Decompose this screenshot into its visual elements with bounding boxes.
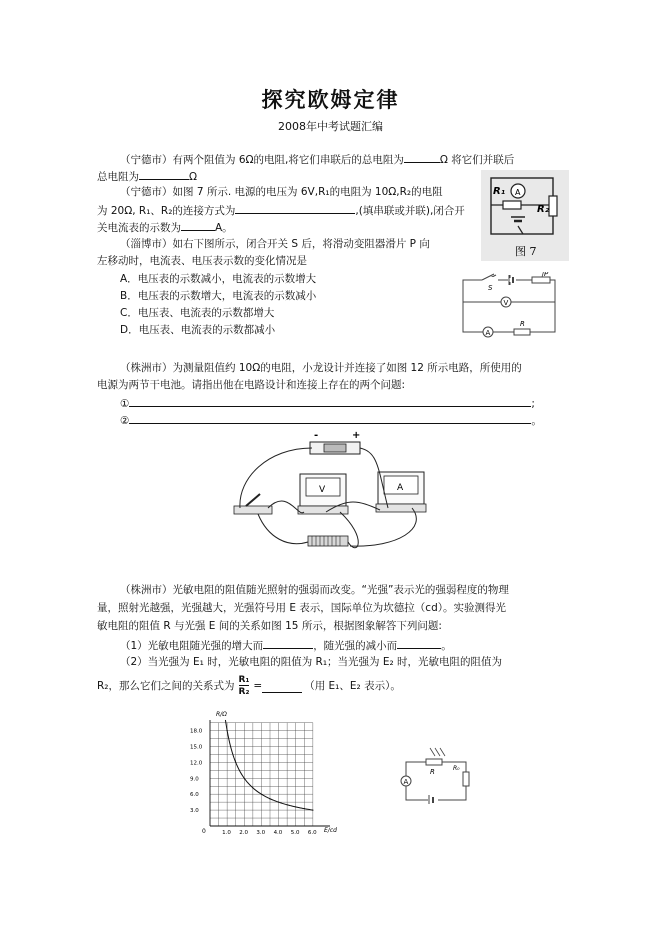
- fig7-r2-resistor: [549, 196, 557, 216]
- chart-ylabel: R/Ω: [216, 711, 227, 718]
- page-title: 探究欧姆定律: [261, 87, 400, 112]
- chart-ytick-label: 9.0: [190, 776, 199, 783]
- q4-item2-marker: ②: [120, 415, 130, 427]
- q4-line2: 电源为两节干电池。请指出他在电路设计和连接上存在的两个问题:: [97, 379, 406, 391]
- chart-origin-label: 0: [202, 828, 206, 835]
- q1-text-a: （宁德市）有两个阻值为 6Ω的电阻,将它们串联后的总电阻为: [120, 154, 404, 166]
- chart-xlabel: E/cd: [324, 827, 337, 834]
- chart-xtick-label: 3.0: [256, 830, 266, 836]
- q5-sub2-text-b: R₂，那么它们之间的关系式为: [97, 679, 235, 692]
- chart-grid: [210, 723, 313, 826]
- q1-blank-parallel[interactable]: [139, 167, 189, 180]
- q5-sub2-line2: [97, 675, 401, 697]
- q4-blank-problem1[interactable]: [129, 394, 531, 407]
- q3-line2: 左移动时，电流表、电压表示数的变化情况是: [97, 255, 307, 267]
- q3-p-label: P: [544, 272, 549, 278]
- q5-sub2-text-d: （用 E₁、E₂ 表示）。: [304, 679, 401, 692]
- q5-frac-num: R₁: [238, 675, 250, 685]
- page-subtitle: 2008年中考试题汇编: [278, 120, 383, 133]
- q4-figure: [228, 428, 440, 560]
- q4-item1-end: ;: [531, 398, 535, 410]
- q5-line2: 量，照射光越强，光强越大，光强符号用 E 表示，国际单位为坎德拉（cd）。实验测得光: [97, 602, 506, 614]
- chart-curve: [225, 720, 312, 810]
- chart-svg: [188, 708, 348, 840]
- q1-blank-series[interactable]: [404, 150, 440, 163]
- q5-equals: =: [253, 679, 263, 692]
- q5-frac-den: R₂: [238, 687, 250, 697]
- fig7-switch: [518, 226, 523, 234]
- q3-resistor: [514, 329, 530, 335]
- q5-r0-resistor: [463, 772, 469, 786]
- q5-r0-label: R₀: [453, 765, 460, 772]
- q3-r-label: R: [520, 320, 525, 328]
- chart-ytick-label: 6.0: [190, 792, 199, 799]
- q3-figure: [458, 272, 568, 342]
- q2-line1: （宁德市）如图 7 所示. 电源的电压为 6V,R₁的电阻为 10Ω,R₂的电阻: [120, 186, 443, 198]
- chart-ytick-label: 15.0: [190, 744, 203, 751]
- chart-ytick-label: 12.0: [190, 760, 203, 767]
- q4-minus-label: -: [314, 430, 319, 441]
- q5-sub1: [120, 636, 452, 655]
- q4-v-label: V: [319, 485, 326, 495]
- q3-option-c[interactable]: C．电压表、电流表的示数都增大: [120, 307, 275, 319]
- q2-text-c: 关电流表的示数为: [97, 222, 181, 234]
- q5-sub1-text-b: ，随光强的减小而: [313, 640, 398, 652]
- q2-blank-connection[interactable]: [235, 201, 355, 214]
- q4-a-label: A: [397, 483, 404, 493]
- q2-text-b: ,(填串联或并联),闭合开: [355, 205, 465, 217]
- chart-xtick-label: 5.0: [290, 830, 300, 836]
- q5-circuit: [398, 746, 480, 804]
- q1-text-b: 将它们并联后: [451, 154, 515, 166]
- q5-line1: （株洲市）光敏电阻的阻值随光照射的强弱而改变。“光强”表示光的强弱程度的物理: [120, 584, 509, 596]
- fig7-caption: 图 7: [515, 245, 537, 258]
- q5-sub2-line1: （2）当光强为 E₁ 时，光敏电阻的阻值为 R₁；当光强为 E₂ 时，光敏电阻的阻值为: [120, 656, 503, 668]
- fig7-r1-label: R₁: [493, 186, 506, 197]
- q4-item1-marker: ①: [120, 398, 130, 410]
- fig7-r1-resistor: [503, 201, 521, 209]
- q5-sub1-text-a: （1）光敏电阻随光强的增大而: [120, 640, 264, 652]
- q4-plus-label: +: [352, 430, 361, 441]
- q3-option-b[interactable]: B．电压表的示数增大，电流表的示数减小: [120, 290, 317, 302]
- fig7-r2-label: R₂: [537, 204, 550, 215]
- chart-ticks: [190, 729, 317, 836]
- q4-item2-end: 。: [531, 415, 542, 427]
- q2-line3: [97, 218, 233, 237]
- q5-photoresistor: [426, 759, 442, 765]
- q4-blank-problem2[interactable]: [129, 411, 531, 424]
- chart-xtick-label: 1.0: [222, 830, 231, 836]
- figure-7: [481, 170, 569, 261]
- q5-r-label: R: [430, 768, 435, 776]
- q3-option-d[interactable]: D．电压表、电流表的示数都减小: [120, 324, 276, 336]
- q5-a-label: A: [403, 778, 409, 786]
- q5-sub1-text-c: 。: [441, 640, 452, 652]
- q1-unit2: Ω: [189, 171, 198, 183]
- chart-ytick-label: 3.0: [190, 808, 199, 815]
- q5-blank-decrease[interactable]: [397, 636, 441, 649]
- q1-unit: Ω: [439, 154, 448, 166]
- q4-line1: （株洲市）为测量阻值约 10Ω的电阻，小龙设计并连接了如图 12 所示电路，所使用的: [120, 362, 522, 374]
- q3-s-label: S: [488, 284, 493, 292]
- q5-line3: 敏电阻的阻值 R 与光强 E 间的关系如图 15 所示，根据图象解答下列问题:: [97, 620, 442, 632]
- chart-ytick-label: 18.0: [190, 728, 203, 735]
- q2-text-d: A。: [215, 222, 233, 234]
- chart-xtick-label: 6.0: [307, 830, 317, 836]
- q5-blank-increase[interactable]: [263, 636, 313, 649]
- resistance-chart: [188, 708, 348, 840]
- q1-text-c: 总电阻为: [97, 171, 139, 183]
- chart-xtick-label: 2.0: [239, 830, 249, 836]
- q3-a-label: A: [485, 329, 491, 337]
- q3-v-label: V: [503, 299, 509, 307]
- q5-blank-relation[interactable]: [262, 680, 302, 693]
- chart-xtick-label: 4.0: [273, 830, 283, 836]
- fig7-ammeter-label: A: [515, 188, 521, 197]
- q3-line1: （淄博市）如右下图所示，闭合开关 S 后，将滑动变阻器滑片 P 向: [120, 238, 430, 250]
- q2-text-a: 为 20Ω, R₁、R₂的连接方式为: [97, 205, 236, 217]
- q2-blank-current[interactable]: [181, 218, 215, 231]
- q5-fraction: [239, 675, 250, 697]
- q3-option-a[interactable]: A．电压表的示数减小，电流表的示数增大: [120, 273, 317, 285]
